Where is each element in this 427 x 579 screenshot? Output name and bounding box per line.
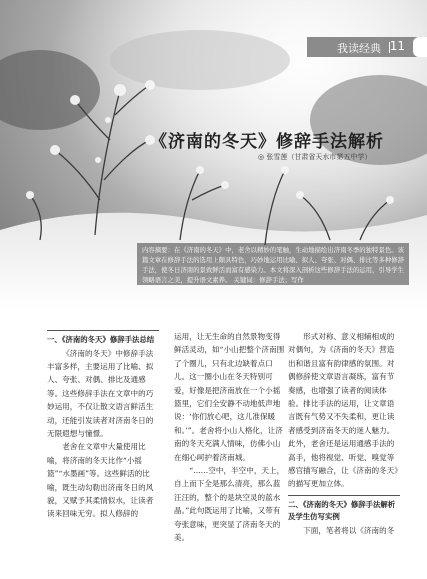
abstract-keywords: 关键词：修辞手法；写作 bbox=[233, 276, 304, 284]
section-rule bbox=[47, 330, 159, 331]
paragraph: “……空中，半空中，天上，自上而下全是那么清亮，那么蓝汪汪的，整个的是块空灵的蓝水晶。”此句既运用了比喻，又带有夸张意味，更突显了济南冬天的美。 bbox=[174, 466, 285, 543]
paragraph: 形式对称、意义相辅相成的对偶句，为《济南的冬天》营造出和谐且富有韵律感的氛围。对偶修辞使文章语言凝练，富有节奏感，也增强了读者的阅读体验。排比手法的运用，让文章语言既有气势又不失柔和，更让读者感受到济南冬天的迷人魅力。此外，老舍还是运用通感手法的高手，他将视觉、听觉、嗅觉等感官描写融合，让《济南的冬天》的描写更加立体。 bbox=[288, 332, 399, 489]
page-number: 11 bbox=[389, 39, 405, 53]
article-byline: ◎ 张雪莲（甘肃省天水市第五中学） bbox=[258, 153, 372, 161]
paragraph: 下面，笔者将以《济南的冬 bbox=[303, 525, 395, 535]
section-heading-1: 一、《济南的冬天》修辞手法总结 bbox=[47, 335, 155, 344]
section-label: 我读经典 bbox=[337, 42, 381, 55]
paragraph: 《济南的冬天》中修辞手法丰富多样，主要运用了比喻、拟人、夸张、对偶、排比及通感等。这些修辞手法在文章中的巧妙运用，不仅让散文语言鲜活生动，还能引发读者对济南冬日的无限遐想与憧憬。 bbox=[47, 348, 154, 438]
abstract-text bbox=[142, 245, 406, 285]
article-title: 《济南的冬天》修辞手法解析 bbox=[150, 132, 384, 152]
paragraph: 运用，让无生命的自然景物变得鲜活灵动，如“小山把整个济南围了个圈儿，只有北边缺着点口儿。这一圈小山在冬天特别可爱，好像是把济南放在一个小摇篮里，它们全安静不动地低声地说：‘你们放心吧，这儿准保暖和。’”。老舍将小山人格化，让济南的冬天充满人情味，仿佛小山在细心呵护着济南城。 bbox=[174, 332, 285, 462]
body-column-3 bbox=[288, 330, 400, 537]
paragraph: 老舍在文章中大量使用比喻，将济南的冬天比作“小摇篮”“水墨画”等。这些鲜活的比喻，既生动勾勒出济南冬日的风貌，又赋予其柔情似水，让读者读来回味无穷。拟人修辞的 bbox=[47, 442, 154, 519]
abstract-body: 内容摘要：在《济南的冬天》中，老舍以精妙的笔触，生动地描绘出济南冬季的独特景色。该篇文章在修辞手法的选用上颇具特色，巧妙地运用比喻、拟人、夸张、对偶、排比等多种修辞手法，使冬日济南的景致鲜活而富有感染力。本文将深入剖析这些修辞手法的运用，引导学生领略语言之美，提升语文素养。 bbox=[142, 246, 405, 284]
section-heading-2: 二、《济南的冬天》修辞手法解析及学生仿写实例 bbox=[288, 499, 396, 522]
body-column-2 bbox=[174, 330, 286, 545]
body-column-1 bbox=[47, 330, 159, 521]
section-rule bbox=[288, 495, 400, 496]
page-tab bbox=[413, 37, 427, 57]
